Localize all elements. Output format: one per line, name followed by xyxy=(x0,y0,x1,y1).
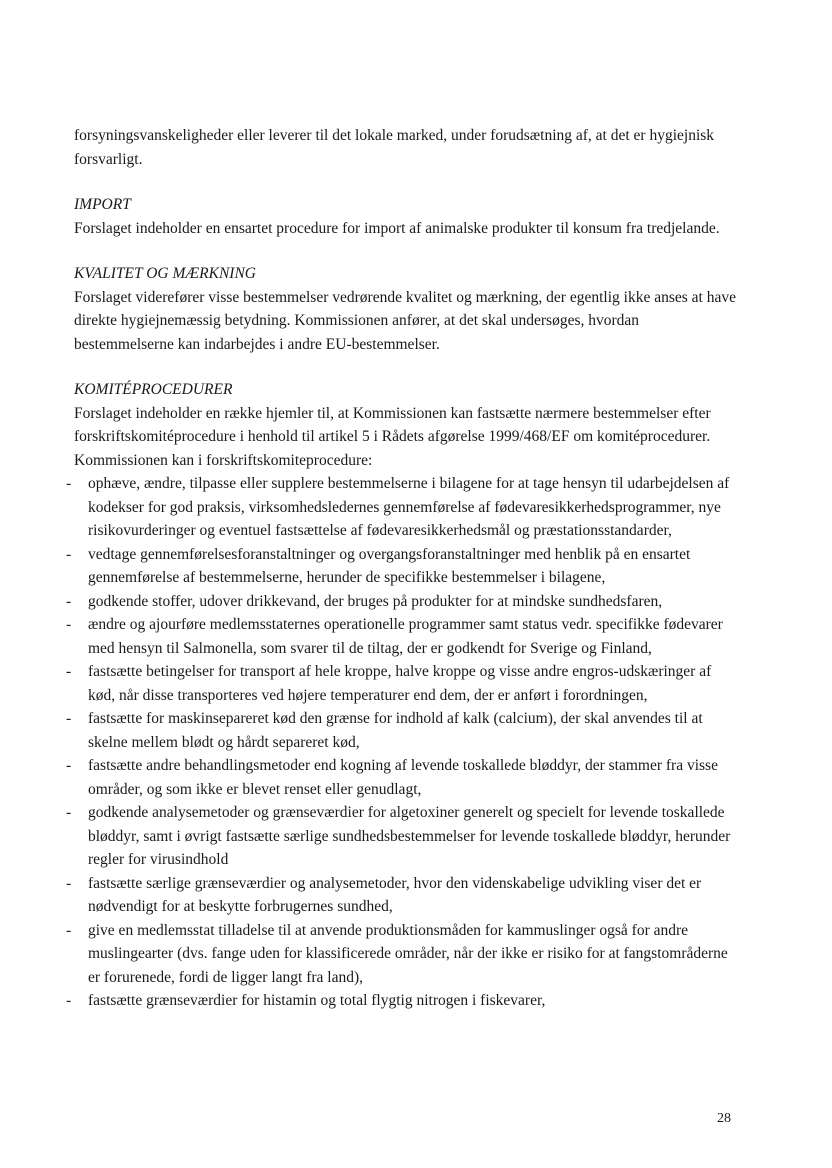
list-item xyxy=(66,754,740,801)
list-dash: - xyxy=(66,592,72,610)
list-dash: - xyxy=(66,475,72,492)
list-item-text: vedtage gennemførelsesforanstaltninger og overgangsforanstaltninger med henblik på en ensartet gennemførelse af bestemmelserne, herunder de specifikke bestemmelser i bilagene, xyxy=(88,545,691,586)
list-dash: - xyxy=(66,663,72,680)
list-item xyxy=(66,543,740,590)
list-dash: - xyxy=(66,874,72,892)
intro-paragraph: forsyningsvanskeligheder eller leverer til det lokale marked, under forudsætning af, at det er hygiejnisk forsvarligt. xyxy=(74,127,715,168)
list-item-text: give en medlemsstat tilladelse til at anvende produktionsmåden for kammuslinger også for andre muslingearter (dvs. fange uden for klassificerede områder, når der ikke er risiko for at fangstområderne er forurenede, fordi de ligger langt fra land), xyxy=(88,921,728,986)
list-item xyxy=(66,707,740,754)
list-item-text: godkende stoffer, udover drikkevand, der bruges på produkter for at mindske sundhedsfaren, xyxy=(88,592,663,610)
list-item-text: fastsætte særlige grænseværdier og analysemetoder, hvor den videnskabelige udvikling viser det er nødvendigt for at beskytte forbrugernes sundhed, xyxy=(88,874,702,915)
committee-heading: KOMITÉPROCEDURER xyxy=(74,381,233,398)
list-item-text: godkende analysemetoder og grænseværdier for algetoxiner generelt og specielt for levende toskallede bløddyr, samt i øvrigt fastsætte særlige sundhedsbestemmelser for levende toskallede bløddyr, herunder regler for virusindhold xyxy=(88,804,731,868)
import-heading: IMPORT xyxy=(74,196,131,213)
quality-section xyxy=(74,262,740,356)
list-dash: - xyxy=(66,992,72,1009)
intro-block xyxy=(74,124,740,171)
quality-paragraph: Forslaget viderefører visse bestemmelser vedrørende kvalitet og mærkning, der egentlig ikke anses at have direkte hygiejnemæssig betydning. Kommissionen anfører, at det skal undersøges, hvordan bestemmelserne kan indarbejdes i andre EU-bestemmelser. xyxy=(74,288,736,353)
list-dash: - xyxy=(66,757,72,774)
committee-list xyxy=(66,472,740,1013)
list-item xyxy=(66,919,740,990)
page-number: 28 xyxy=(717,1111,731,1126)
list-dash: - xyxy=(66,804,72,821)
list-item-text: fastsætte betingelser for transport af hele kroppe, halve kroppe og visse andre engros-udskæringer af kød, når disse transporteres ved højere temperaturer end dem, der er anført i forordningen, xyxy=(88,663,712,704)
committee-paragraph: Forslaget indeholder en række hjemler til, at Kommissionen kan fastsætte nærmere bestemmelser efter forskriftskomitéprocedure i henhold til artikel 5 i Rådets afgørelse 1999/468/EF om komitéprocedurer. Kommissionen kan i forskriftskomiteprocedure: xyxy=(74,404,711,469)
list-item xyxy=(66,801,740,872)
list-item xyxy=(66,660,740,707)
list-item-text: fastsætte grænseværdier for histamin og total flygtig nitrogen i fiskevarer, xyxy=(88,992,546,1009)
list-item-text: fastsætte andre behandlingsmetoder end kogning af levende toskallede bløddyr, der stammer fra visse områder, og som ikke er blevet renset eller genudlagt, xyxy=(88,757,718,798)
list-item-text: ændre og ajourføre medlemsstaternes operationelle programmer samt status vedr. specifikke fødevarer med hensyn til Salmonella, som svarer til de tiltag, der er godkendt for Sverige og Finland, xyxy=(88,616,723,657)
list-item xyxy=(66,613,740,660)
list-item xyxy=(66,989,740,1013)
list-item-text: fastsætte for maskinsepareret kød den grænse for indhold af kalk (calcium), der skal anvendes til at skelne mellem blødt og hårdt separeret kød, xyxy=(88,710,703,751)
list-dash: - xyxy=(66,545,72,563)
committee-section xyxy=(66,378,740,1013)
page-content xyxy=(66,124,740,1013)
list-item-text: ophæve, ændre, tilpasse eller supplere bestemmelserne i bilagene for at tage hensyn til udarbejdelsen af kodekser for god praksis, virksomhedsledernes gennemførelse af fødevaresikkerhedsprogrammer, nye risikovurderinger og eventuel fastsættelse af fødevaresikkerhedsmål og præstationsstandarder, xyxy=(88,475,730,539)
list-item xyxy=(66,590,740,614)
list-item xyxy=(66,472,740,543)
quality-heading: KVALITET OG MÆRKNING xyxy=(74,265,257,282)
import-section xyxy=(74,193,740,240)
list-dash: - xyxy=(66,921,72,939)
import-paragraph: Forslaget indeholder en ensartet procedure for import af animalske produkter til konsum fra tredjelande. xyxy=(74,219,720,237)
list-item xyxy=(66,872,740,919)
list-dash: - xyxy=(66,616,72,633)
list-dash: - xyxy=(66,710,72,727)
